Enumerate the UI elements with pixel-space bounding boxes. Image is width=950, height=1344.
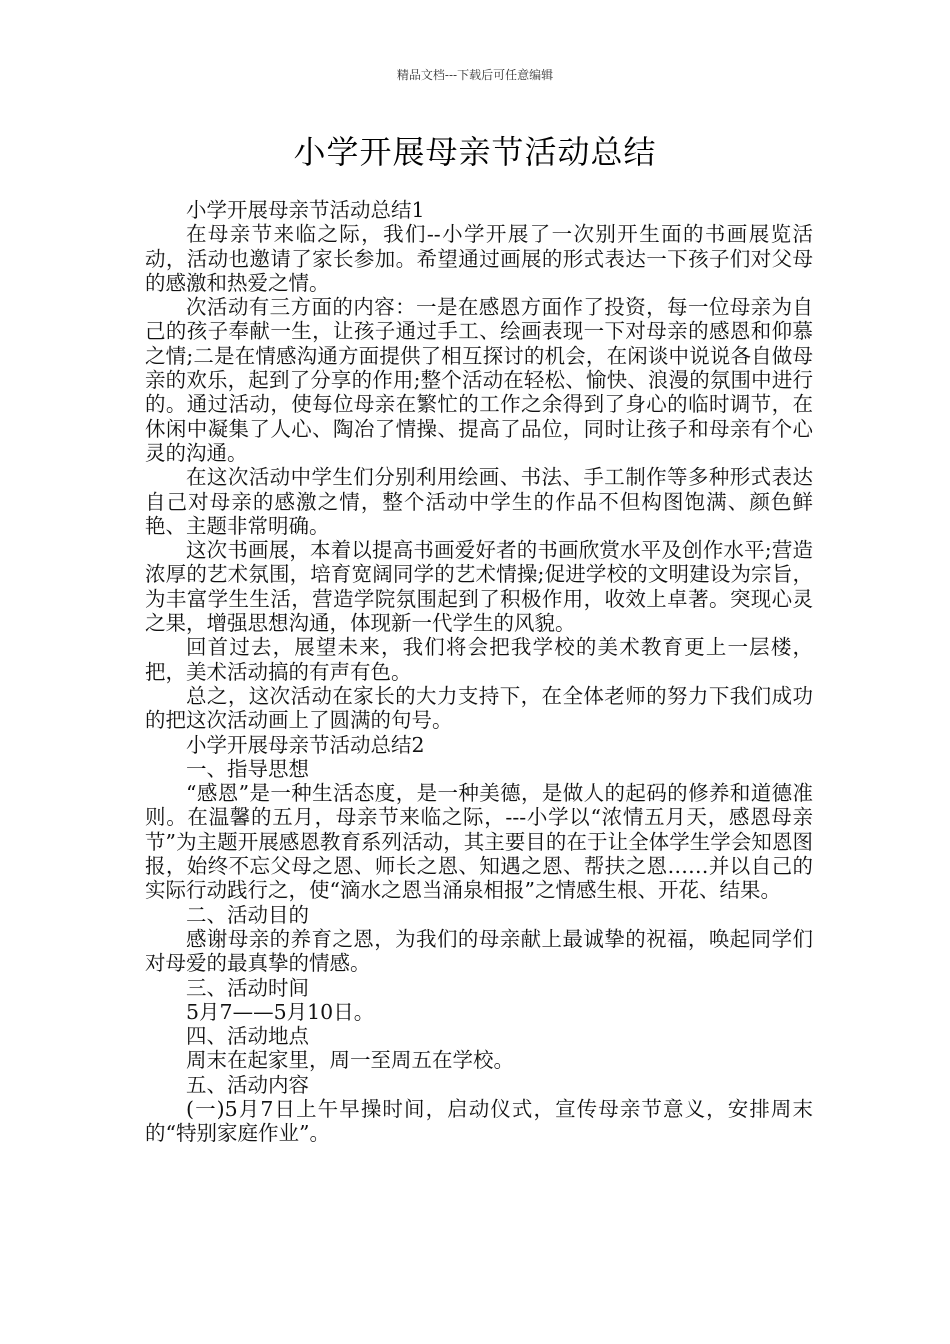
paragraph: 总之，这次活动在家长的大力支持下，在全体老师的努力下我们成功的把这次活动画上了圆满的句号。 — [145, 683, 813, 733]
paragraph: 在这次活动中学生们分别利用绘画、书法、手工制作等多种形式表达自己对母亲的感激之情，整个活动中学生的作品不但构图饱满、颜色鲜艳、主题非常明确。 — [145, 465, 813, 538]
paragraph: 小学开展母亲节活动总结1 — [186, 198, 425, 222]
section-heading: 二、活动目的 — [186, 902, 309, 927]
document-title: 小学开展母亲节活动总结 — [293, 133, 657, 171]
paragraph: 这次书画展，本着以提高书画爱好者的书画欣赏水平及创作水平;营造浓厚的艺术氛围，培育宽阔同学的艺术情操;促进学校的文明建设为宗旨，为丰富学生生活，营造学院氛围起到了积极作用，收效上卓著。突现心灵之果，增强思想沟通，体现新一代学生的风貌。 — [145, 538, 813, 636]
paragraph: 次活动有三方面的内容：一是在感恩方面作了投资，每一位母亲为自己的孩子奉献一生，让孩子通过手工、绘画表现一下对母亲的感恩和仰慕之情;二是在情感沟通方面提供了相互探讨的机会，在闲谈中说说各自做母亲的欢乐，起到了分享的作用;整个活动在轻松、愉快、浪漫的氛围中进行的。通过活动，使每位母亲在繁忙的工作之余得到了身心的临时调节，在休闲中凝集了人心、陶冶了情操、提高了品位，同时让孩子和母亲有个心灵的沟通。 — [145, 295, 813, 465]
page-header: 精品文档---下载后可任意编辑 — [396, 68, 554, 82]
paragraph: (一)5月7日上午早操时间，启动仪式，宣传母亲节意义，安排周末的“特别家庭作业”。 — [145, 1096, 813, 1146]
section-heading: 一、指导思想 — [186, 756, 309, 781]
section-heading: 四、活动地点 — [186, 1024, 309, 1049]
paragraph: 5月7——5月10日。 — [186, 999, 375, 1024]
paragraph: 周末在起家里，周一至周五在学校。 — [186, 1048, 514, 1073]
paragraph: 回首过去，展望未来，我们将会把我学校的美术教育更上一层楼，把，美术活动搞的有声有色。 — [145, 635, 813, 684]
document-body — [145, 198, 813, 1146]
section-heading: 三、活动时间 — [186, 975, 309, 1000]
paragraph: 感谢母亲的养育之恩，为我们的母亲献上最诚挚的祝福，唤起同学们对母爱的最真挚的情感。 — [145, 926, 813, 976]
section-title: 小学开展母亲节活动总结2 — [186, 732, 425, 757]
section-heading: 五、活动内容 — [186, 1072, 309, 1097]
paragraph: “感恩”是一种生活态度，是一种美德，是做人的起码的修养和道德准则。在温馨的五月，母亲节来临之际，---小学以“浓情五月天，感恩母亲节”为主题开展感恩教育系列活动，其主要目的在于让全体学生学会知恩图报，始终不忘父母之恩、师长之恩、知遇之恩、帮扶之恩……并以自己的实际行动践行之，使“滴水之恩当涌泉相报”之情感生根、开花、结果。 — [145, 781, 813, 903]
paragraph: 在母亲节来临之际，我们--小学开展了一次别开生面的书画展览活动，活动也邀请了家长参加。希望通过画展的形式表达一下孩子们对父母的感激和热爱之情。 — [145, 222, 813, 295]
